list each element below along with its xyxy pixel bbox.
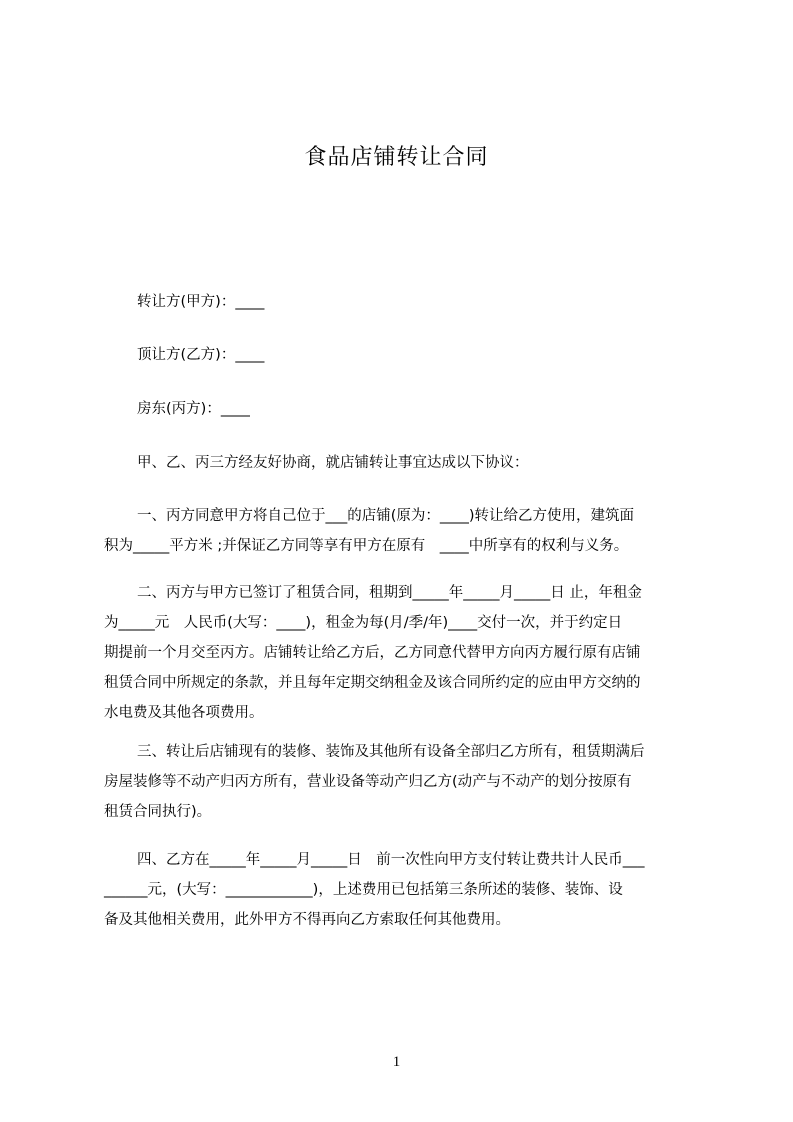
clause-2 [104, 578, 700, 728]
clause-2-line-2: 为_____元 人民币(大写：____)，租金为每(月/季/年)____交付一次，并于约定日 [104, 615, 623, 631]
page-title: 食品店铺转让合同 [304, 145, 489, 170]
clause-3 [104, 737, 700, 827]
clause-3-line-3: 租赁合同执行)。 [104, 804, 212, 820]
clause-1 [104, 501, 700, 561]
clause-3-line-2: 房屋装修等不动产归丙方所有，营业设备等动产归乙方(动产与不动产的划分按原有 [104, 774, 632, 790]
clause-2-line-1: 二、丙方与甲方已签订了租赁合同，租期到_____年_____月_____日 止，年租金 [137, 585, 642, 601]
party-landlord: 房东(丙方)：____ [137, 401, 250, 417]
clause-4-line-3: 备及其他相关费用，此外甲方不得再向乙方索取任何其他费用。 [104, 912, 510, 928]
clause-1-line-1: 一、丙方同意甲方将自己位于___的店铺(原为：____)转让给乙方使用，建筑面 [137, 508, 635, 524]
clause-4 [104, 845, 700, 935]
clause-2-line-4: 租赁合同中所规定的条款，并且每年定期交纳租金及该合同所约定的应由甲方交纳的 [104, 675, 641, 691]
page-number: 1 [392, 1054, 401, 1070]
intro-text: 甲、乙、丙三方经友好协商，就店铺转让事宜达成以下协议： [137, 455, 529, 471]
clause-3-line-1: 三、转让后店铺现有的装修、装饰及其他所有设备全部归乙方所有，租赁期满后 [137, 744, 645, 760]
clause-2-line-5: 水电费及其他各项费用。 [104, 705, 264, 721]
clause-1-line-2: 积为_____平方米 ;并保证乙方同等享有甲方在原有 ____中所享有的权利与义务。 [104, 538, 629, 554]
clause-4-line-2: ______元，(大写：____________)，上述费用已包括第三条所述的装修、装饰、设 [104, 882, 623, 898]
party-transferor: 转让方(甲方)：____ [137, 294, 265, 310]
clause-4-line-1: 四、乙方在_____年_____月_____日 前一次性向甲方支付转让费共计人民币___ [137, 852, 645, 868]
party-transferee: 顶让方(乙方)：____ [137, 347, 265, 363]
clause-2-line-3: 期提前一个月交至丙方。店铺转让给乙方后，乙方同意代替甲方向丙方履行原有店铺 [104, 645, 641, 661]
